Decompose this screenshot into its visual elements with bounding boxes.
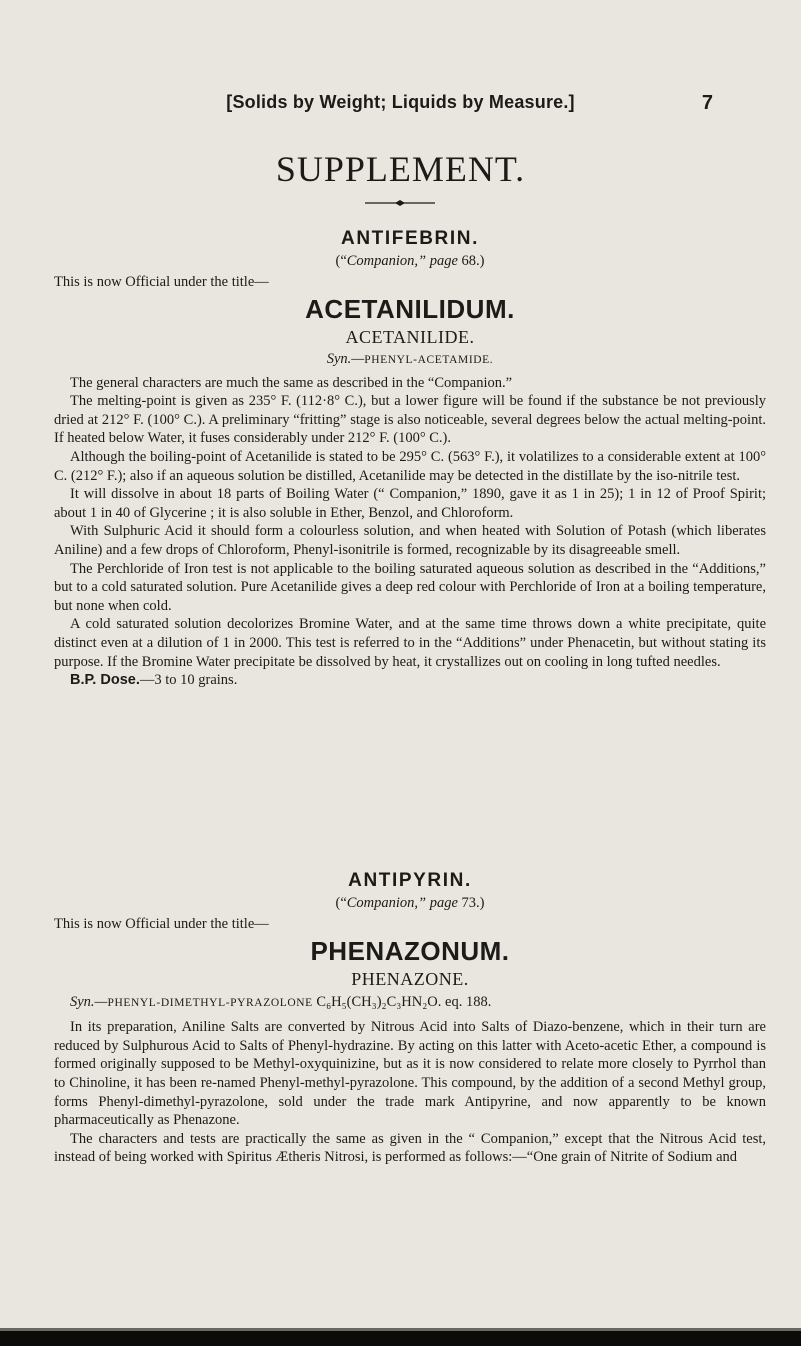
- synonym-line: Syn.—PHENYL-DIMETHYL-PYRAZOLONE C₆H₅(CH₃)₂C₃HN₂O. eq. 188.: [70, 993, 492, 1010]
- antifebrin-section: [54, 228, 766, 690]
- running-header: [0, 92, 801, 122]
- synonym-line: Syn.—PHENYL-ACETAMIDE.: [326, 350, 494, 367]
- dose-line: [54, 671, 766, 690]
- paragraph: A cold saturated solution decolorizes Bromine Water, and at the same time throws down a white precipitate, quite distinct even at a dilution of 1 in 2000. This test is referred to in the “Additions” under Phenacetin, but without stating its purpose. If the Bromine Water precipitate be dissolved by heat, it crystallizes out on cooling in long tufted needles.: [54, 616, 766, 670]
- body-text: [54, 374, 766, 690]
- dose-value: —3 to 10 grains.: [139, 672, 238, 689]
- official-line: This is now Official under the title—: [54, 274, 269, 290]
- dose-label: B.P. Dose.: [70, 672, 140, 689]
- official-line: This is now Official under the title—: [54, 916, 269, 932]
- official-title: PHENAZONUM.: [310, 935, 510, 966]
- section-title: ANTIFEBRIN.: [341, 228, 479, 249]
- companion-reference: (“Companion,” page 73.): [335, 895, 485, 911]
- paragraph: It will dissolve in about 18 parts of Boiling Water (“ Companion,” 1890, gave it as 1 in 25); 1 in 12 of Proof Spirit; about 1 in 40 of Glycerine ; it is also soluble in Ether, Benzol, and Chloroform.: [54, 486, 766, 521]
- paragraph: With Sulphuric Acid it should form a colourless solution, and when heated with Solution of Potash (which liberates Aniline) and a few drops of Chloroform, Phenyl-isonitrile is formed, recognizable by its disagreeable smell.: [54, 523, 766, 558]
- section-title: ANTIPYRIN.: [348, 870, 472, 891]
- paragraph: The Perchloride of Iron test is not applicable to the boiling saturated aqueous solution as described in the “Additions,” but to a cold saturated solution. Pure Acetanilide gives a deep red colour with Perchloride of Iron at a boiling temperature, but none when cold.: [54, 560, 766, 614]
- paragraph: The characters and tests are practically the same as given in the “ Companion,” except that the Nitrous Acid test, instead of being worked with Spiritus Ætheris Nitrosi, is performed as follows:—“One grain of Nitrite of Sodium and: [54, 1130, 766, 1166]
- ornament-rule: [365, 198, 435, 208]
- official-name: PHENAZONE.: [351, 968, 469, 989]
- official-name: ACETANILIDE.: [345, 326, 475, 347]
- body-text: [54, 1018, 766, 1167]
- page-number: 7: [701, 92, 713, 114]
- paragraph: In its preparation, Aniline Salts are converted by Nitrous Acid into Salts of Diazo-benzene, which in their turn are reduced by Sulphurous Acid to Salts of Phenyl-hydrazine. By acting on this latter with Aceto-acetic Ether, a compound is formed originally supposed to be Methyl-oxyquinizine, but as it is now considered to relate more closely to Pyrrhol than to Chinoline, it has been re-named Phenyl-methyl-pyrazolone. This compound, by the addition of a second Methyl group, forms Phenyl-dimethyl-pyrazolone, sold under the trade mark Antipyrine, and now apparently to be known pharmaceutically as Phenazone.: [54, 1019, 766, 1129]
- antipyrin-section: [54, 870, 766, 1167]
- companion-reference: (“Companion,” page 68.): [335, 253, 485, 269]
- paragraph: Although the boiling-point of Acetanilide is stated to be 295° C. (563° F.), it volatilizes to a considerable extent at 100° C. (212° F.); also if an aqueous solution be distilled, Acetanilide may be detected in the distillate by the iso-nitrile test.: [54, 448, 766, 484]
- paragraph: The general characters are much the same as described in the “Companion.”: [70, 374, 513, 391]
- official-title: ACETANILIDUM.: [305, 293, 515, 324]
- running-head: [Solids by Weight; Liquids by Measure.]: [226, 92, 575, 112]
- paragraph: The melting-point is given as 235° F. (112·8° C.), but a lower figure will be found if the substance be not previously dried at 212° F. (100° C.). A preliminary “fritting” stage is also noticeable, several degrees below the actual melting-point. If heated below Water, it fuses considerably under 212° F. (100° C.).: [54, 393, 766, 447]
- page-bottom-edge: [0, 1325, 801, 1346]
- supplement-heading: SUPPLEMENT.: [275, 149, 526, 189]
